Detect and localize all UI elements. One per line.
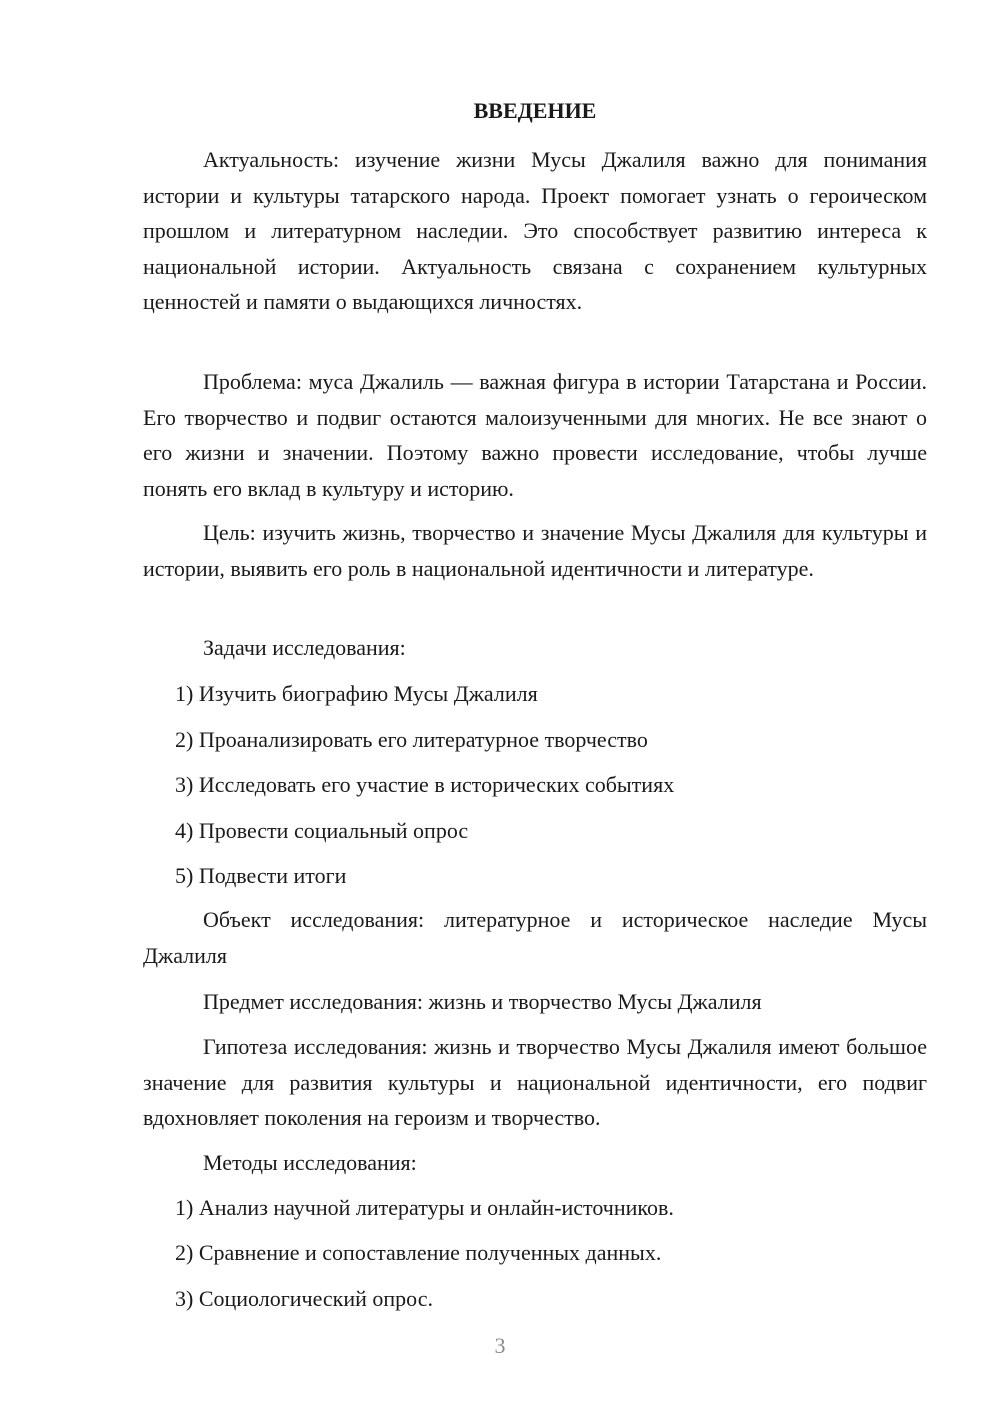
hypothesis-paragraph: Гипотеза исследования: жизнь и творчество Мусы Джалиля имеют большое значение для развития культуры и национальной идентичности, его подвиг вдохновляет поколения на героизм и творчество. bbox=[143, 1034, 927, 1131]
task-item: 1) Изучить биографию Мусы Джалиля bbox=[175, 681, 538, 706]
problem-paragraph: Проблема: муса Джалиль — важная фигура в истории Татарстана и России. Его творчество и подвиг остаются малоизученными для многих. Не все знают о его жизни и значении. Поэтому важно провести исследование, чтобы лучше понять его вклад в культуру и историю. bbox=[143, 369, 927, 501]
method-item: 1) Анализ научной литературы и онлайн-источников. bbox=[175, 1195, 674, 1220]
task-item: 5) Подвести итоги bbox=[175, 863, 347, 888]
goal-paragraph: Цель: изучить жизнь, творчество и значение Мусы Джалиля для культуры и истории, выявить его роль в национальной идентичности и литературе. bbox=[143, 520, 927, 581]
method-item: 3) Социологический опрос. bbox=[175, 1286, 433, 1311]
task-item: 3) Исследовать его участие в исторических событиях bbox=[175, 772, 675, 797]
method-item: 2) Сравнение и сопоставление полученных данных. bbox=[175, 1240, 662, 1265]
section-title: ВВЕДЕНИЕ bbox=[473, 98, 597, 123]
page-number: 3 bbox=[494, 1333, 506, 1358]
task-item: 4) Провести социальный опрос bbox=[175, 818, 469, 843]
subject-line: Предмет исследования: жизнь и творчество Мусы Джалиля bbox=[203, 989, 762, 1014]
task-item: 2) Проанализировать его литературное творчество bbox=[175, 727, 648, 752]
methods-heading: Методы исследования: bbox=[203, 1150, 417, 1175]
object-paragraph: Объект исследования: литературное и историческое наследие Мусы Джалиля bbox=[143, 907, 927, 968]
tasks-heading: Задачи исследования: bbox=[203, 635, 406, 660]
relevance-paragraph: Актуальность: изучение жизни Мусы Джалиля важно для понимания истории и культуры татарского народа. Проект помогает узнать о героическом прошлом и литературном наследии. Это способствует развитию интереса к национальной истории. Актуальность связана с сохранением культурных ценностей и памяти о выдающихся личностях. bbox=[143, 147, 927, 315]
